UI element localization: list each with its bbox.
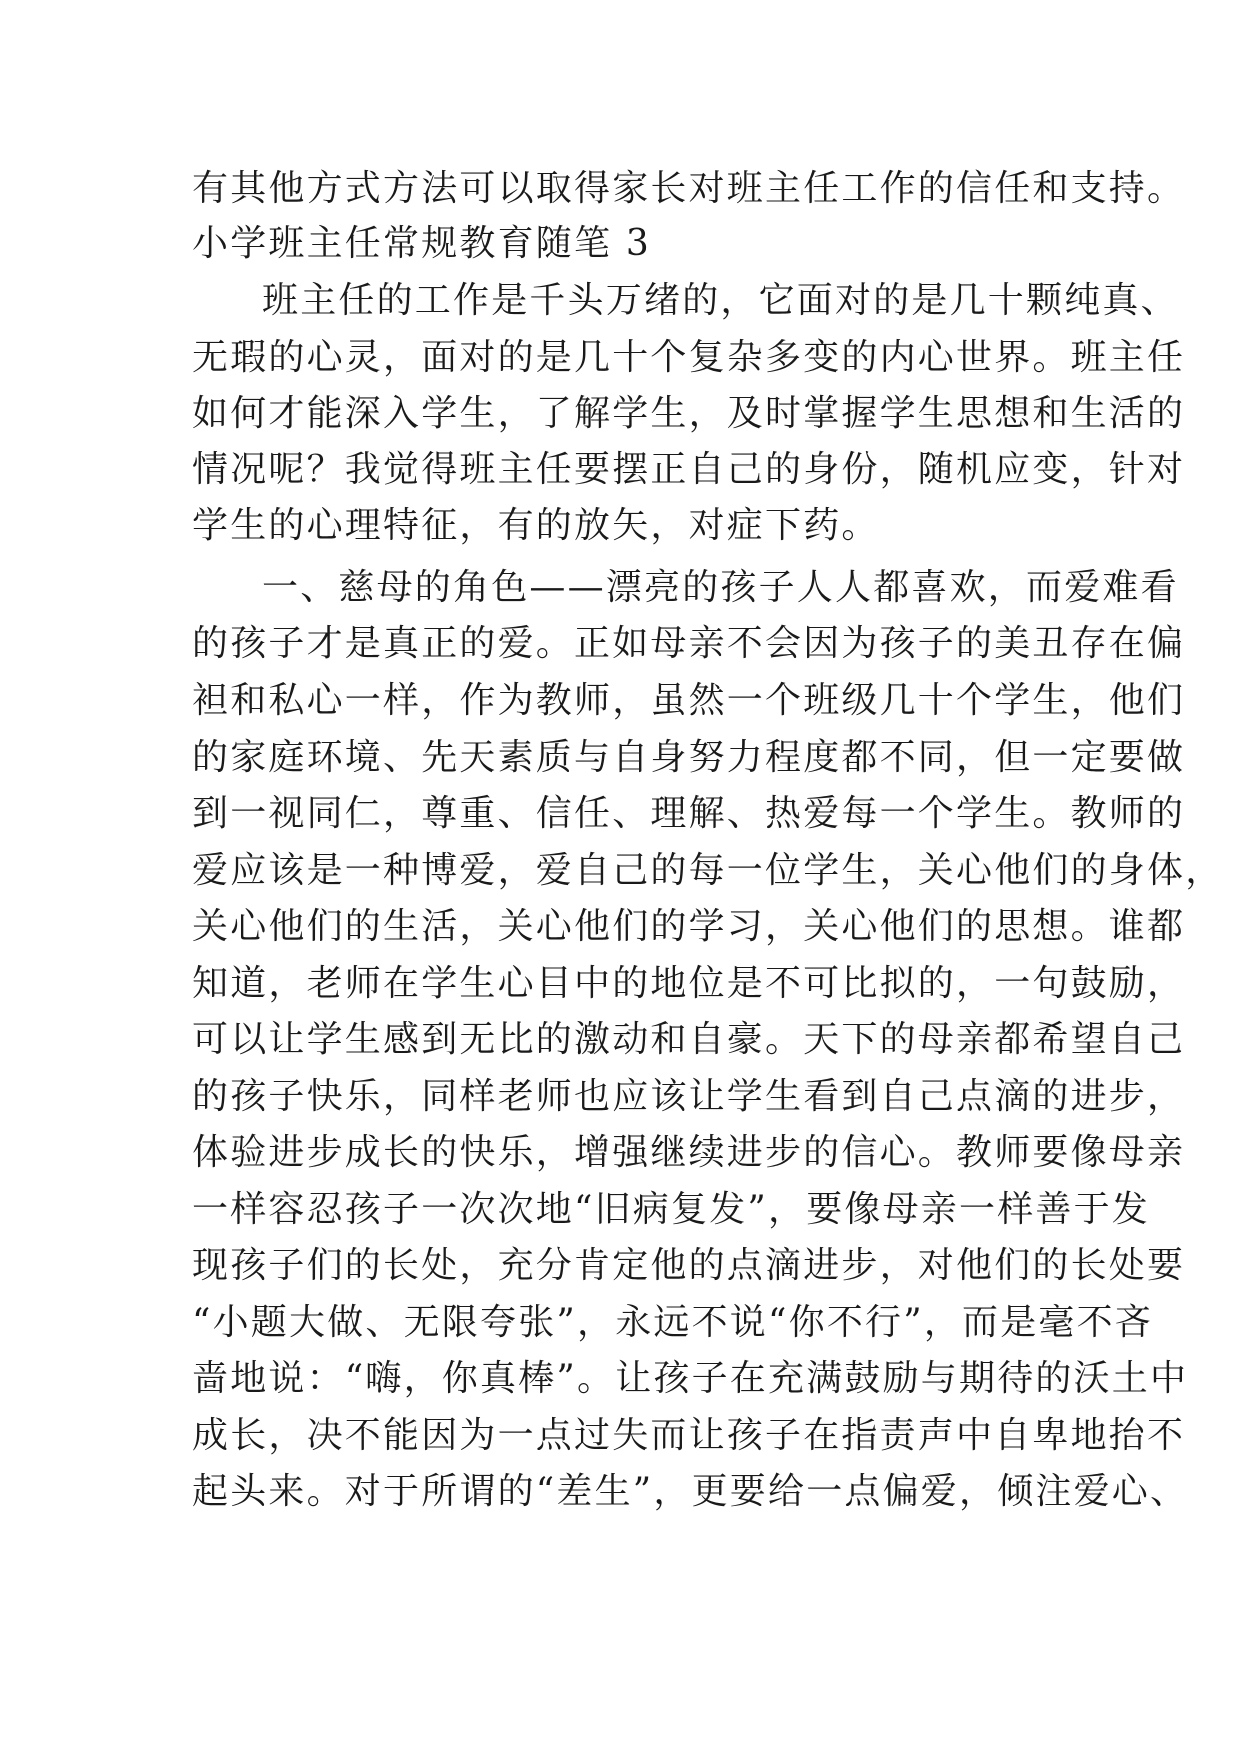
- text-line: 的家庭环境、先天素质与自身努力程度都不同，但一定要做: [192, 737, 1186, 778]
- text-line: 如何才能深入学生，了解学生，及时掌握学生思想和生活的: [192, 393, 1186, 434]
- text-line: 一样容忍孩子一次次地“旧病复发”，要像母亲一样善于发: [192, 1189, 1151, 1230]
- text-line: 知道，老师在学生心目中的地位是不可比拟的，一句鼓励，: [192, 963, 1186, 1004]
- text-line: 成长，决不能因为一点过失而让孩子在指责声中自卑地抬不: [192, 1415, 1186, 1456]
- text-line: 有其他方式方法可以取得家长对班主任工作的信任和支持。: [192, 168, 1186, 209]
- text-line: 的孩子才是真正的爱。正如母亲不会因为孩子的美丑存在偏: [192, 623, 1186, 664]
- text-line: 学生的心理特征，有的放矢，对症下药。: [192, 505, 880, 546]
- text-line: 到一视同仁，尊重、信任、理解、热爱每一个学生。教师的: [192, 793, 1186, 834]
- text-line: 情况呢？我觉得班主任要摆正自己的身份，随机应变，针对: [192, 449, 1186, 490]
- text-line: 的孩子快乐，同样老师也应该让学生看到自己点滴的进步，: [192, 1076, 1186, 1117]
- section-heading: 小学班主任常规教育随笔 3: [192, 223, 651, 264]
- text-line: 可以让学生感到无比的激动和自豪。天下的母亲都希望自己: [192, 1019, 1186, 1060]
- text-line: 体验进步成长的快乐，增强继续进步的信心。教师要像母亲: [192, 1132, 1186, 1173]
- text-line: 袒和私心一样，作为教师，虽然一个班级几十个学生，他们: [192, 680, 1186, 721]
- text-line: 无瑕的心灵，面对的是几十个复杂多变的内心世界。班主任: [192, 337, 1186, 378]
- text-line: 爱应该是一种博爱，爱自己的每一位学生，关心他们的身体，: [192, 850, 1224, 891]
- text-line: “小题大做、无限夸张”，永远不说“你不行”，而是毫不吝: [192, 1302, 1154, 1343]
- text-line: 现孩子们的长处，充分肯定他的点滴进步，对他们的长处要: [192, 1245, 1186, 1286]
- paragraph-first-line: 班主任的工作是千头万绪的，它面对的是几十颗纯真、: [262, 280, 1179, 321]
- paragraph-first-line: 一、慈母的角色——漂亮的孩子人人都喜欢，而爱难看: [262, 567, 1179, 608]
- text-line: 起头来。对于所谓的“差生”，更要给一点偏爱，倾注爱心、: [192, 1471, 1189, 1512]
- text-line: 啬地说：“嗨，你真棒”。让孩子在充满鼓励与期待的沃土中: [192, 1358, 1189, 1399]
- text-line: 关心他们的生活，关心他们的学习，关心他们的思想。谁都: [192, 906, 1186, 947]
